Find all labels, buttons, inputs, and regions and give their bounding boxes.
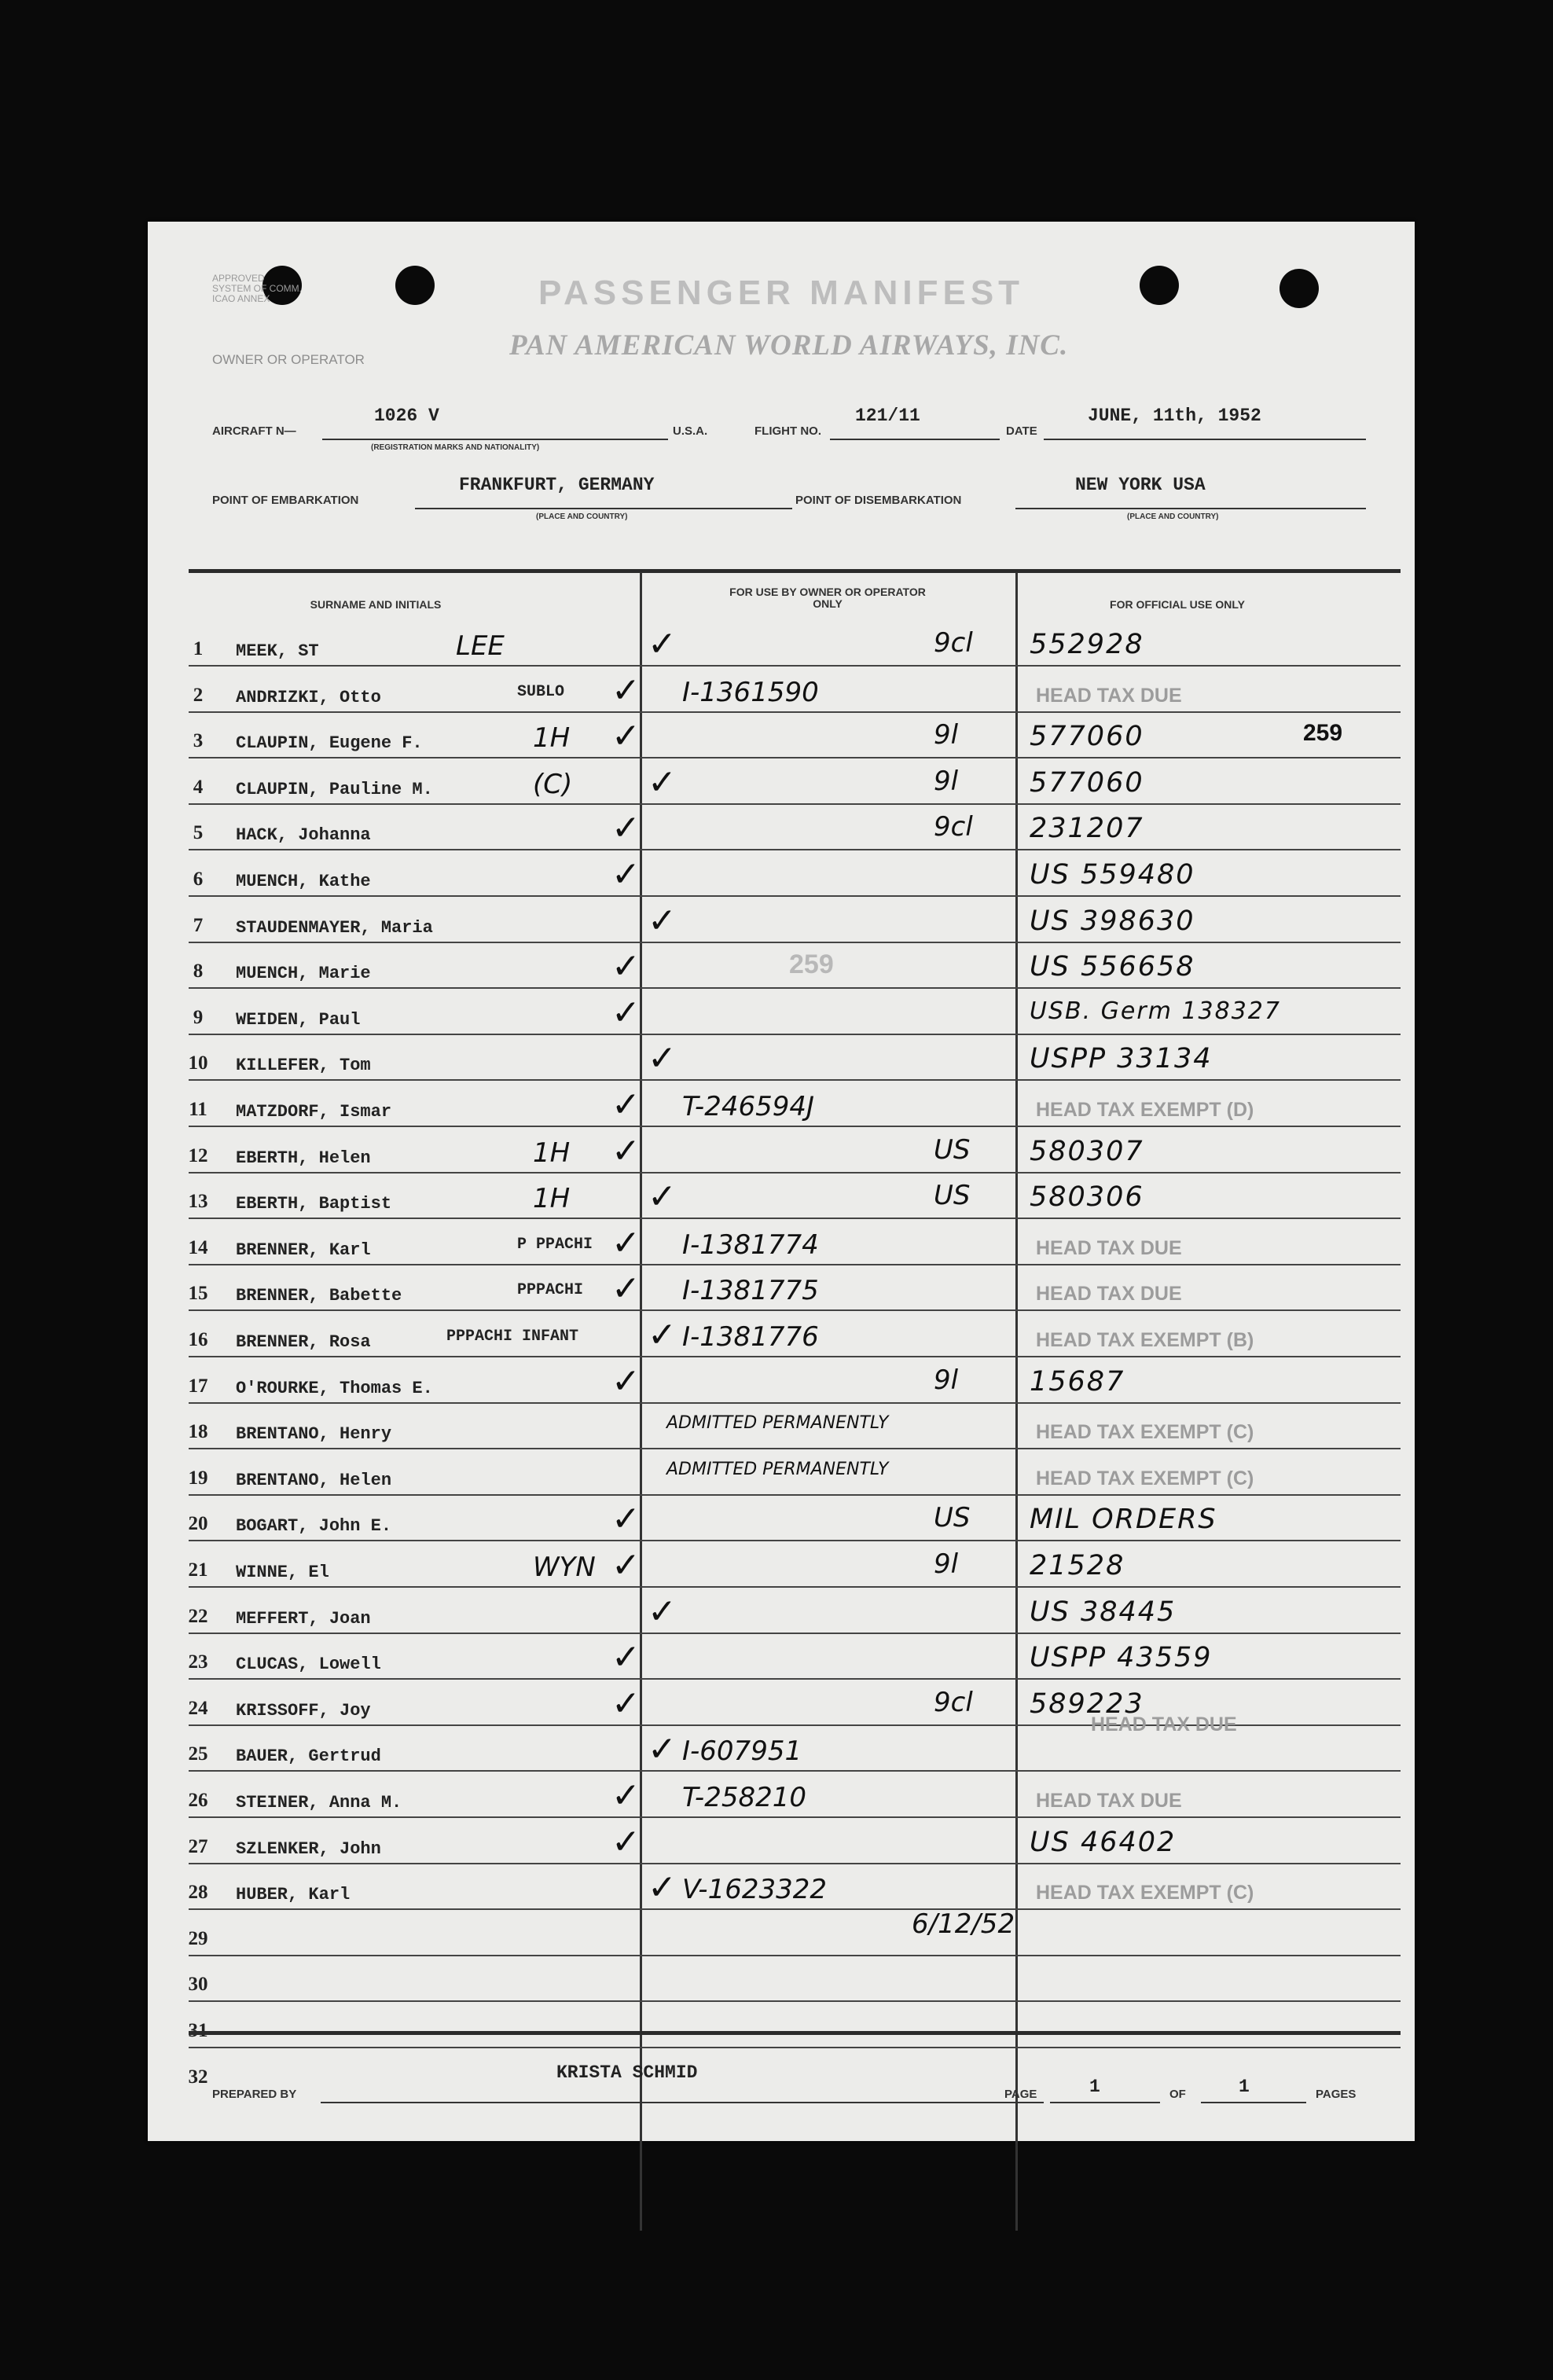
name-annotation: 1H [533,1183,571,1215]
check-mark: ✓ [611,992,641,1033]
page-underline [1050,2102,1160,2103]
name-remark: SUBLO [517,682,565,701]
passenger-name: EBERTH, Helen [236,1148,371,1168]
row-rule [189,1126,1401,1127]
row-rule [189,1034,1401,1035]
official-entry: MIL ORDERS [1030,1504,1217,1536]
row-number: 22 [188,1605,208,1627]
operator-entry: V-1623322 [682,1874,827,1906]
row-number: 27 [188,1835,208,1857]
official-entry: 577060 [1030,766,1144,799]
row-number: 3 [193,730,204,752]
aircraft-underline [322,439,668,440]
embark-underline [415,508,792,509]
row-rule [189,1448,1401,1449]
operator-entry: I-1381775 [682,1275,819,1307]
passenger-name: ANDRIZKI, Otto [236,687,381,707]
official-entry: US 556658 [1030,951,1195,983]
row-rule [189,942,1401,943]
flight-label: FLIGHT NO. [754,424,821,438]
official-stamp: HEAD TAX EXEMPT (B) [1036,1329,1254,1351]
row-rule [189,1494,1401,1496]
page-title: PASSENGER MANIFEST [538,274,1025,312]
official-stamp: HEAD TAX DUE [1036,684,1182,707]
check-mark: ✓ [648,1729,677,1770]
row-number: 16 [188,1329,208,1350]
operator-initials: 9l [934,1548,959,1580]
check-mark: ✓ [648,1591,677,1632]
passenger-name: SZLENKER, John [236,1838,381,1859]
row-number: 31 [188,2020,208,2041]
operator-entry: I-1361590 [682,676,819,708]
row-number: 25 [188,1743,208,1765]
row-number: 19 [188,1467,208,1489]
row-number: 30 [188,1974,208,1996]
official-entry: US 398630 [1030,905,1195,937]
owner-value: PAN AMERICAN WORLD AIRWAYS, INC. [509,329,1069,362]
disembark-sublabel: (PLACE AND COUNTRY) [1127,512,1219,521]
disembark-value: NEW YORK USA [1075,475,1206,495]
embark-label: POINT OF EMBARKATION [212,494,359,507]
row-number: 32 [188,2066,208,2088]
of-label: OF [1169,2088,1186,2101]
passenger-name: BOGART, John E. [236,1516,392,1537]
passenger-name: CLAUPIN, Eugene F. [236,733,423,754]
check-mark: ✓ [648,900,677,941]
official-stamp: HEAD TAX EXEMPT (C) [1036,1882,1254,1904]
passenger-name: BAUER, Gertrud [236,1746,381,1767]
row-rule [189,1816,1401,1818]
official-entry: 21528 [1030,1550,1125,1581]
operator-entry: I-607951 [682,1735,802,1768]
row-number: 29 [188,1927,208,1949]
operator-initials: US [934,1180,971,1212]
operator-initials: 9cl [934,1686,973,1718]
check-mark: ✓ [611,1361,641,1401]
row-rule [189,1770,1401,1772]
flight-underline [830,439,1000,440]
row-rule [189,895,1401,897]
check-mark: ✓ [648,762,677,803]
row-rule [189,1586,1401,1588]
official-stamp-count: 259 [789,949,834,979]
row-rule [189,1678,1401,1680]
official-entry: 15687 [1030,1365,1125,1398]
official-entry: USB. Germ 138327 [1030,997,1281,1025]
prepared-by-value: KRISTA SCHMID [556,2062,698,2083]
name-annotation: 1H [533,1137,571,1169]
approval-line: SYSTEM OF COMM. [212,283,302,294]
official-stamp: HEAD TAX DUE [1036,1283,1182,1306]
embark-value: FRANKFURT, GERMANY [459,475,655,495]
operator-entry: ADMITTED PERMANENTLY [666,1413,889,1434]
date-label: DATE [1006,424,1037,438]
aircraft-value: 1026 V [374,406,439,426]
operator-entry: ADMITTED PERMANENTLY [666,1459,889,1479]
operator-initials: 9l [934,719,959,751]
operator-initials: 9l [934,1364,959,1396]
operator-entry: T-246594J [682,1091,815,1122]
official-stamp: HEAD TAX EXEMPT (D) [1036,1099,1254,1121]
row-number: 1 [193,638,204,659]
row-rule [189,1402,1401,1404]
aircraft-sublabel: (REGISTRATION MARKS AND NATIONALITY) [371,443,540,452]
official-entry: USPP 43559 [1030,1642,1213,1674]
passenger-name: BRENTANO, Henry [236,1424,392,1445]
row-number: 15 [188,1283,208,1305]
row-number: 8 [193,960,204,982]
row-number: 26 [188,1790,208,1811]
check-mark: ✓ [611,670,641,711]
official-entry: 231207 [1030,813,1144,845]
row-number: 5 [193,822,204,844]
check-mark: ✓ [611,1085,641,1125]
official-entry: 552928 [1030,629,1144,660]
operator-initials: 9l [934,765,959,797]
passenger-name: MUENCH, Kathe [236,872,371,891]
name-remark: P PPACHI [517,1235,593,1254]
row-number: 24 [188,1697,208,1719]
page-label: PAGE [1004,2088,1037,2101]
passenger-name: WINNE, El [236,1563,329,1582]
passenger-name: MUENCH, Marie [236,964,371,984]
row-rule [189,1908,1401,1910]
passenger-name: O'ROURKE, Thomas E. [236,1378,433,1398]
operator-entry: I-1381774 [682,1229,819,1261]
row-number: 13 [188,1191,208,1213]
signoff-date: 6/12/52 [912,1908,1015,1940]
of-underline [1201,2102,1306,2103]
official-stamp: HEAD TAX DUE [1091,1713,1237,1735]
row-rule [189,1309,1401,1311]
column-header-surname: SURNAME AND INITIALS [310,598,442,611]
of-value: 1 [1239,2077,1250,2097]
official-entry: US 46402 [1030,1826,1177,1858]
check-mark: ✓ [648,1038,677,1079]
official-stamp: HEAD TAX EXEMPT (C) [1036,1467,1254,1489]
official-entry: USPP 33134 [1030,1043,1213,1075]
check-mark: ✓ [611,854,641,894]
name-annotation: (C) [533,768,573,800]
row-rule [189,849,1401,850]
owner-label: OWNER OR OPERATOR [212,352,365,367]
name-annotation: LEE [456,630,505,662]
passenger-name: HACK, Johanna [236,825,371,846]
row-number: 20 [188,1513,208,1535]
passenger-name: BRENTANO, Helen [236,1470,392,1490]
check-mark: ✓ [611,1821,641,1862]
check-mark: ✓ [611,1222,641,1263]
official-entry: US 38445 [1030,1596,1177,1628]
row-number: 6 [193,869,204,890]
official-entry: US 559480 [1030,859,1195,891]
passenger-name: STAUDENMAYER, Maria [236,917,433,938]
count-note: 259 [1303,720,1343,746]
operator-initials: 9cl [934,627,973,659]
operator-initials: 9cl [934,811,973,843]
row-rule [189,711,1401,713]
embark-sublabel: (PLACE AND COUNTRY) [536,512,628,521]
check-mark: ✓ [611,1776,641,1816]
official-stamp: HEAD TAX DUE [1036,1790,1182,1812]
passenger-name: KILLEFER, Tom [236,1056,371,1076]
check-mark: ✓ [648,1177,677,1218]
name-remark: PPPACHI INFANT [446,1328,579,1346]
prepared-by-underline [321,2102,1044,2103]
row-rule [189,1863,1401,1864]
name-annotation: 1H [533,722,571,755]
operator-initials: US [934,1502,971,1534]
row-rule [189,665,1401,667]
table-bottom-rule [189,2031,1401,2035]
name-annotation: WYN [533,1552,596,1583]
check-mark: ✓ [611,1637,641,1678]
passenger-name: MEEK, ST [236,641,319,661]
passenger-name: CLUCAS, Lowell [236,1655,381,1675]
check-mark: ✓ [648,1868,677,1908]
row-rule [189,1172,1401,1173]
disembark-underline [1015,508,1366,509]
check-mark: ✓ [611,1545,641,1585]
operator-entry: I-1381776 [682,1321,819,1353]
manifest-sheet [148,222,1415,2141]
row-number: 14 [188,1236,208,1258]
passenger-name: KRISSOFF, Joy [236,1700,371,1721]
check-mark: ✓ [611,1499,641,1540]
official-entry: 580307 [1030,1135,1144,1167]
passenger-name: MEFFERT, Joan [236,1608,371,1629]
page-value: 1 [1089,2077,1100,2097]
row-number: 11 [189,1099,207,1120]
passenger-name: EBERTH, Baptist [236,1194,392,1214]
row-rule [189,1356,1401,1357]
row-number: 21 [188,1559,208,1581]
passenger-name: MATZDORF, Ismar [236,1102,392,1122]
prepared-by-label: PREPARED BY [212,2088,297,2101]
column-header-owner: FOR USE BY OWNER OR OPERATOR ONLY [729,586,926,610]
check-mark: ✓ [611,808,641,849]
approval-line: ICAO ANNEX [212,293,270,304]
passenger-name: WEIDEN, Paul [236,1009,361,1030]
row-rule [189,2000,1401,2002]
row-number: 28 [188,1882,208,1904]
check-mark: ✓ [648,1315,677,1355]
check-mark: ✓ [611,716,641,757]
row-rule [189,987,1401,989]
official-stamp: HEAD TAX DUE [1036,1236,1182,1259]
usa-label: U.S.A. [673,424,708,438]
flight-value: 121/11 [855,406,920,426]
operator-entry: T-258210 [682,1782,806,1813]
official-entry: 589223 [1030,1688,1144,1720]
row-number: 23 [188,1651,208,1673]
passenger-name: CLAUPIN, Pauline M. [236,779,433,799]
operator-initials: US [934,1133,971,1166]
official-stamp: HEAD TAX EXEMPT (C) [1036,1421,1254,1444]
row-number: 9 [193,1006,204,1028]
official-entry: 580306 [1030,1181,1144,1214]
official-entry: 577060 [1030,721,1144,753]
row-number: 12 [188,1144,208,1166]
date-underline [1044,439,1366,440]
row-number: 10 [188,1052,208,1074]
date-value: JUNE, 11th, 1952 [1088,406,1261,426]
check-mark: ✓ [611,1269,641,1309]
row-number: 18 [188,1421,208,1443]
table-top-rule [189,569,1401,573]
passenger-name: BRENNER, Rosa [236,1332,371,1352]
row-rule [189,803,1401,805]
passenger-name: STEINER, Anna M. [236,1793,402,1813]
row-number: 4 [193,776,204,798]
approval-line: APPROVED [212,273,265,284]
row-rule [189,1264,1401,1265]
pages-label: PAGES [1316,2088,1357,2101]
passenger-name: BRENNER, Babette [236,1286,402,1306]
check-mark: ✓ [611,1130,641,1171]
row-number: 7 [193,914,204,936]
passenger-name: BRENNER, Karl [236,1240,371,1260]
disembark-label: POINT OF DISEMBARKATION [795,494,962,507]
row-rule [189,1218,1401,1219]
row-rule [189,757,1401,758]
row-number: 2 [193,684,204,706]
check-mark: ✓ [611,946,641,987]
check-mark: ✓ [648,624,677,664]
aircraft-label: AIRCRAFT N— [212,424,296,438]
column-header-official: FOR OFFICIAL USE ONLY [1110,598,1245,611]
row-rule [189,1955,1401,1956]
row-rule [189,1540,1401,1541]
name-remark: PPPACHI [517,1281,584,1300]
row-rule [189,2047,1401,2048]
row-rule [189,1633,1401,1634]
passenger-name: HUBER, Karl [236,1885,351,1905]
row-rule [189,1079,1401,1081]
row-number: 17 [188,1375,208,1397]
check-mark: ✓ [611,1683,641,1724]
